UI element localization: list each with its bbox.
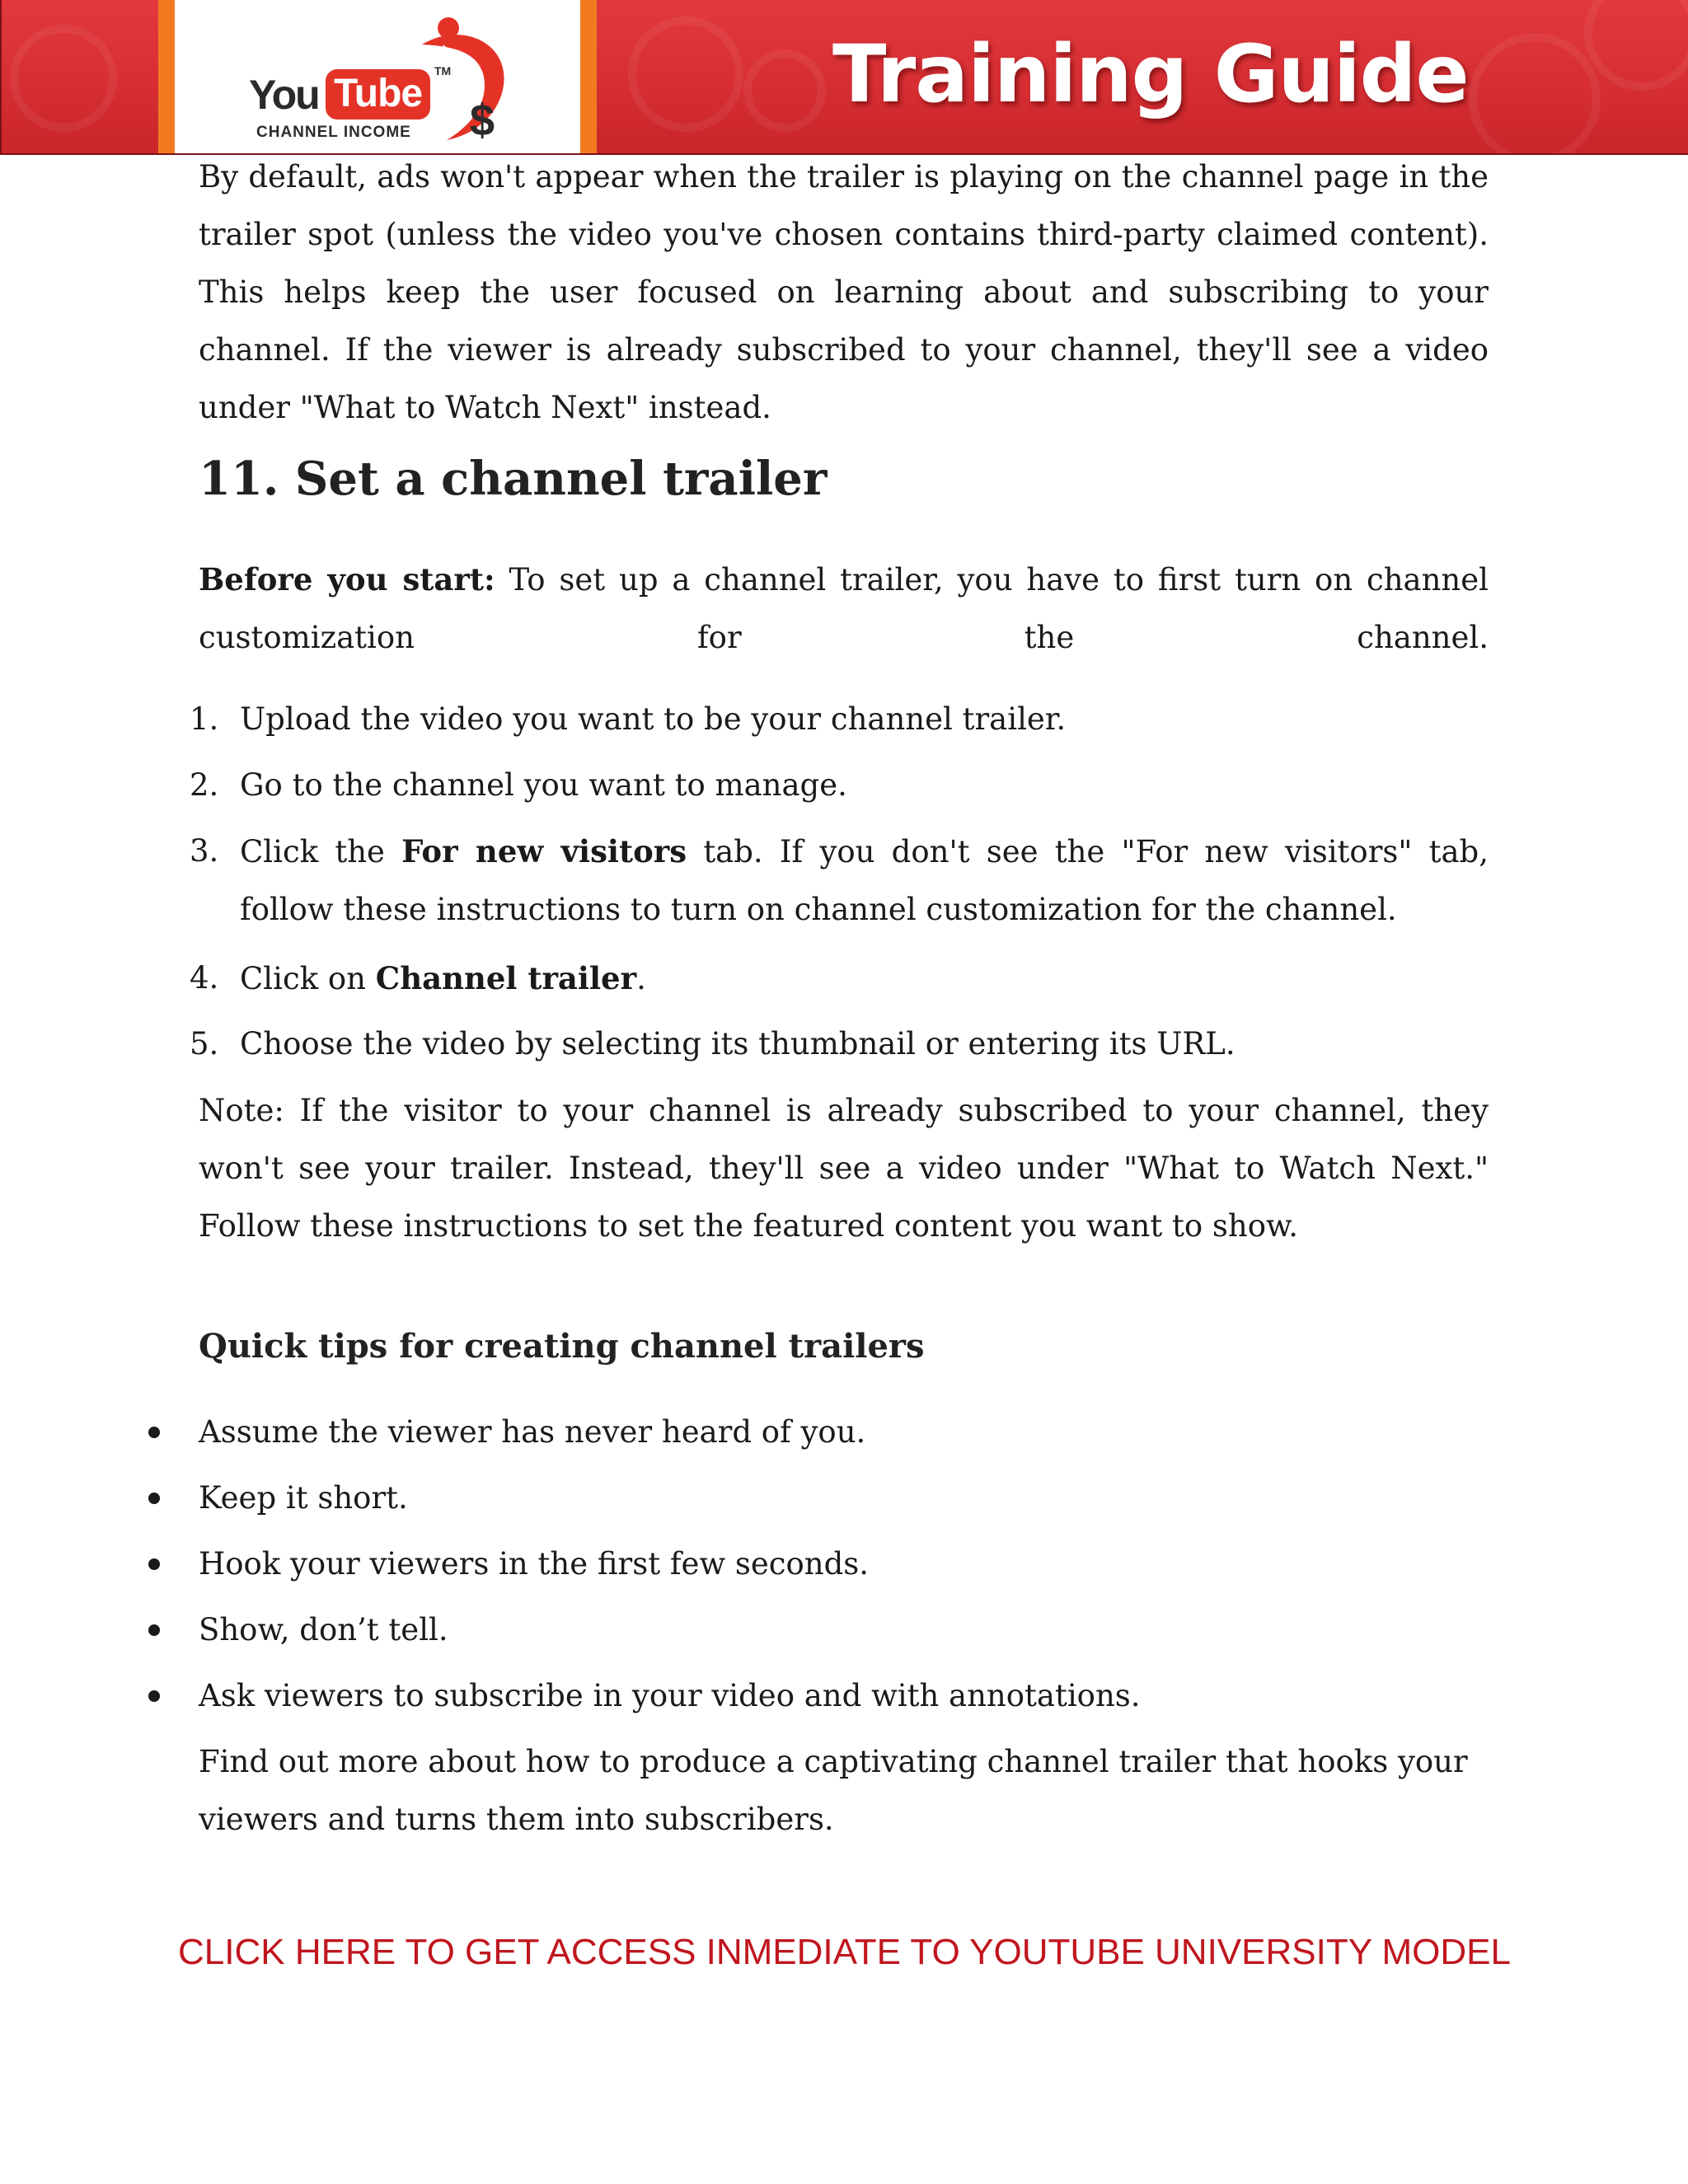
step-number: 5. bbox=[190, 1026, 219, 1062]
youtube-channel-income-logo bbox=[158, 0, 597, 153]
logo-subtitle: CHANNEL INCOME bbox=[256, 124, 411, 141]
step-item bbox=[240, 823, 1489, 939]
step-bold-text: For new visitors bbox=[401, 833, 687, 869]
tip-item: Show, don’t tell. bbox=[199, 1612, 448, 1647]
step-text: Upload the video you want to be your channel trailer. bbox=[240, 701, 1067, 737]
step-text: tab. If you don't see the "For new visitors" tab, follow these instructions to turn on channel customization for the channel. bbox=[240, 834, 1489, 927]
step-number: 1. bbox=[190, 701, 219, 737]
banner-decoration bbox=[628, 16, 743, 132]
step-text: Go to the channel you want to manage. bbox=[240, 767, 847, 803]
step-text: Choose the video by selecting its thumbnail or entering its URL. bbox=[240, 1026, 1236, 1062]
before-you-start-label: Before you start: bbox=[199, 561, 495, 598]
header-banner bbox=[0, 0, 1688, 155]
logo-you-text: You bbox=[249, 72, 319, 118]
access-cta-link[interactable]: CLICK HERE TO GET ACCESS INMEDIATE TO YOUTUBE UNIVERSITY MODEL bbox=[178, 1932, 1511, 1972]
svg-text:$: $ bbox=[470, 96, 495, 143]
step-item bbox=[240, 757, 1489, 814]
tips-heading: Quick tips for creating channel trailers bbox=[199, 1327, 925, 1366]
step-text: Click on bbox=[240, 961, 376, 996]
header-title: Training Guide bbox=[832, 28, 1469, 120]
banner-decoration bbox=[10, 25, 117, 132]
intro-paragraph: By default, ads won't appear when the trailer is playing on the channel page in the trailer spot (unless the video you've chosen contains third-party claimed content). This helps keep the user focused on learning about and subscribing to your channel. If the viewer is already subscribed to your channel, they'll see a video under "What to Watch Next" instead. bbox=[199, 159, 1489, 425]
bullet-dot bbox=[148, 1427, 160, 1438]
banner-decoration bbox=[1584, 0, 1688, 91]
banner-decoration bbox=[743, 49, 826, 132]
step-bold-text: Channel trailer bbox=[375, 960, 637, 996]
logo-tube-text: Tube bbox=[326, 69, 430, 120]
step-item bbox=[240, 1015, 1489, 1073]
before-you-start-paragraph bbox=[199, 551, 1489, 667]
tip-item: Hook your viewers in the first few seconds. bbox=[199, 1546, 870, 1582]
note-paragraph: Note: If the visitor to your channel is already subscribed to your channel, they won't see your trailer. Instead, they'll see a video under "What to Watch Next." Follow these instructions to set the featured content you want to show. bbox=[199, 1093, 1489, 1244]
step-text: . bbox=[636, 961, 646, 996]
bullet-dot bbox=[148, 1624, 160, 1636]
section-heading: 11. Set a channel trailer bbox=[199, 452, 828, 506]
bullet-dot bbox=[148, 1558, 160, 1570]
tip-item: Ask viewers to subscribe in your video and with annotations. bbox=[199, 1678, 1141, 1713]
tip-item: Assume the viewer has never heard of you. bbox=[199, 1414, 866, 1450]
find-out-more-paragraph: Find out more about how to produce a captivating channel trailer that hooks your viewers and turns them into subscribers. bbox=[199, 1744, 1468, 1837]
banner-decoration bbox=[1469, 33, 1601, 155]
step-item bbox=[240, 691, 1489, 748]
step-item bbox=[240, 949, 1489, 1008]
bullet-dot bbox=[148, 1493, 160, 1504]
tip-item: Keep it short. bbox=[199, 1480, 408, 1516]
step-number: 2. bbox=[190, 767, 219, 803]
step-number: 4. bbox=[190, 960, 219, 996]
before-you-start-text: To set up a channel trailer, you have to first turn on channel customization for the channel. bbox=[199, 562, 1489, 655]
step-text: Click the bbox=[240, 834, 402, 869]
logo-trademark: TM bbox=[434, 64, 452, 77]
step-number: 3. bbox=[190, 833, 219, 869]
bullet-dot bbox=[148, 1690, 160, 1702]
